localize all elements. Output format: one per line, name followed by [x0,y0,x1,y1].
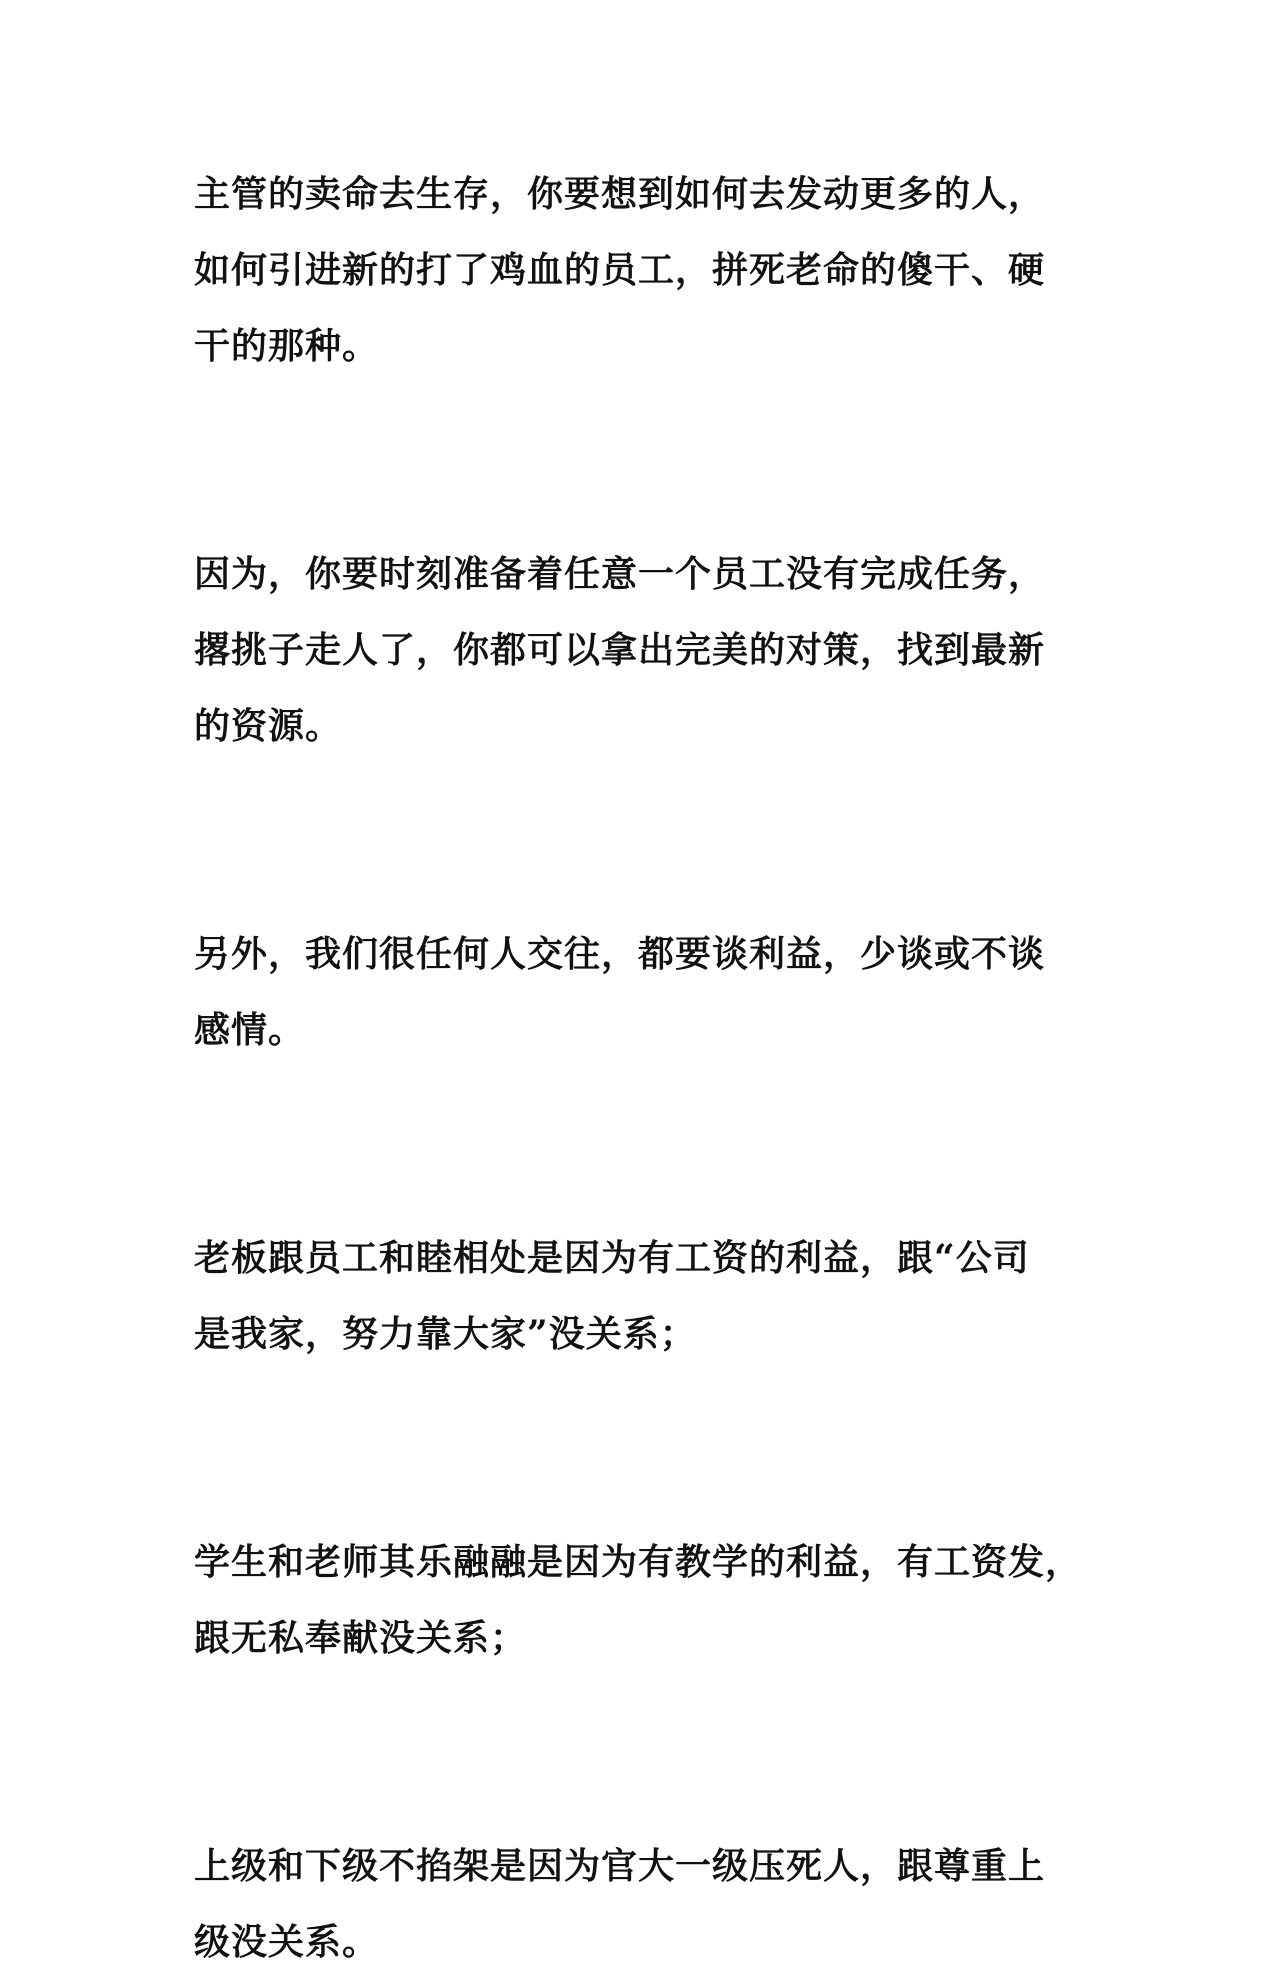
paragraph-4 [194,1220,1094,1372]
paragraph-3-line-1: 另外，我们很任何人交往，都要谈利益，少谈或不谈 [194,933,1046,975]
paragraph-5-line-2: 跟无私奉献没关系； [194,1617,528,1659]
paragraph-6 [194,1828,1094,1980]
paragraph-4-line-2: 是我家，努力靠大家”没关系； [194,1313,697,1355]
paragraph-2-line-1: 因为，你要时刻准备着任意一个员工没有完成任务， [194,553,1046,595]
paragraph-6-line-2: 级没关系。 [194,1921,380,1963]
paragraph-3 [194,916,1094,1068]
paragraph-2-line-3: 的资源。 [194,705,343,747]
paragraph-1-line-3: 干的那种。 [194,325,380,367]
paragraph-2 [194,536,1094,764]
paragraph-1 [194,156,1094,384]
paragraph-3-line-2: 感情。 [194,1009,306,1051]
paragraph-1-line-1: 主管的卖命去生存，你要想到如何去发动更多的人， [194,173,1046,215]
paragraph-1-line-2: 如何引进新的打了鸡血的员工，拼死老命的傻干、硬 [194,249,1046,291]
paragraph-2-line-2: 撂挑子走人了，你都可以拿出完美的对策，找到最新 [194,629,1046,671]
paragraph-4-line-1: 老板跟员工和睦相处是因为有工资的利益，跟“公司 [194,1237,1030,1279]
document-body [194,156,1094,1980]
paragraph-6-line-1: 上级和下级不掐架是因为官大一级压死人，跟尊重上 [194,1845,1046,1887]
paragraph-5-line-1: 学生和老师其乐融融是因为有教学的利益，有工资发， [194,1541,1083,1583]
paragraph-5 [194,1524,1094,1676]
